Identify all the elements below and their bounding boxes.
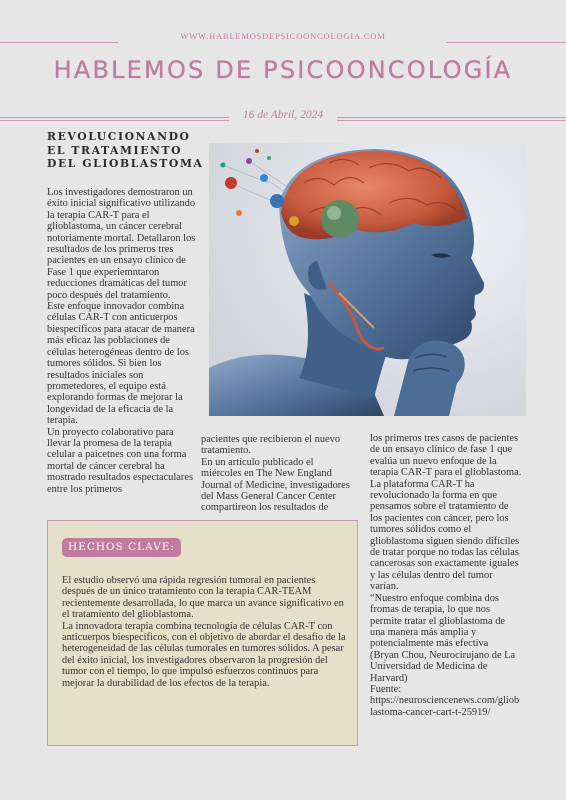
paragraph: Un proyecto colaborativo para llevar la promesa de la terapia celular a paicetnes con una forma mortal de cáncer cerebral ha mostrado resultados espectaculares entre los primeros — [47, 426, 193, 495]
source-label: Fuente: — [370, 683, 402, 695]
article-headline: REVOLUCIONANDO EL TRATAMIENTO DEL GLIOBLASTOMA — [47, 130, 204, 170]
key-fact-item: La innovadora terapia combina tecnología de células CAR-T con anticuerpos biespecíficos, con el objetivo de abordar el desafío de la heterogeneidad de las células tumorales en tumores sólidos. A pesar del éxito inicial, los investigadores observaron la progresión del tumor con el tiempo, lo que impulsó esfuerzos continuos para mejorar la durabilidad de los efectos de la terapia. — [62, 620, 346, 689]
header-rule-right — [446, 42, 566, 43]
paragraph: La plataforma CAR-T ha revolucionado la forma en que pensamos sobre el tratamiento de los pacientes con cáncer, pero los tumores sólidos como el glioblastoma siguen siendo difíciles de tratar porque no todas las células cancerosas son exactamente iguales y las células dentro del tumor varían. — [370, 478, 520, 593]
key-facts-box — [47, 520, 358, 746]
paragraph: Este enfoque innovador combina células CAR-T con anticuerpos biespecíficos para atacar de manera más eficaz las poblaciones de células heterogéneas dentro de los tumores sólidos. Si bien los resultados iniciales son prometedores, el equipo está explorando formas de mejorar la longevidad de la eficacia de la terapia. — [47, 301, 195, 427]
date-rule-right-2 — [337, 120, 566, 121]
hero-illustration — [209, 143, 526, 416]
paragraph: En un artículo publicado el miércoles en The New England Journal of Medicine, investigadores del Mass General Cancer Center compartireon los resultados de — [201, 456, 350, 514]
paragraph: Los investigadores demostraron un éxito inicial significativo utilizando la terapia CAR-T para el glioblastoma, un cáncer cerebral notoriamente mortal. Detallaron los resultados de los primeros tres pacientes en un ensayo clínico de Fase 1 que experiemntaron reducciones dramáticas del tumor poco después del tratamiento. — [47, 187, 196, 301]
key-facts-body — [62, 575, 347, 689]
paragraph: los primeros tres casos de pacientes de un ensayo clínico de fase 1 que evalúa un nuevo enfoque de la terapia CAR-T para el glioblastoma. — [370, 433, 522, 479]
header-rule-left — [0, 42, 118, 43]
article-column-3 — [370, 433, 522, 718]
article-column-2 — [201, 434, 353, 514]
paragraph: pacientes que recibieron el nuevo tratamiento. — [201, 434, 341, 457]
masthead-title: HABLEMOS DE PSICOONCOLOGÍA — [53, 56, 513, 84]
quote-attribution: (Bryan Chou, Neurocirujano de La Universidad de Medicina de Harvard) — [370, 649, 516, 684]
key-fact-item: El estudio observó una rápida regresión tumoral en pacientes después de un único tratamiento con la terapia CAR-TEAM recientemente desarrollada, lo que marca un avance significativo en el tratamiento del glioblastoma. — [62, 575, 344, 621]
date-rule-right — [337, 117, 566, 118]
site-url: WWW.HABLEMOSDEPSICOONCOLOGIA.COM — [180, 31, 386, 41]
source-link[interactable]: https://neurosciencenews.com/glioblastoma-cancer-cart-t-25919/ — [370, 695, 520, 718]
brain-illustration — [209, 143, 526, 416]
key-facts-title: HECHOS CLAVE: — [62, 538, 181, 557]
quote: “Nuestro enfoque combina dos fromas de terapia, lo que nos permite tratar el glioblastoma de una manera más amplia y potencialmente más efectiva — [370, 592, 506, 650]
article-column-1 — [47, 187, 197, 495]
issue-date: 16 de Abril, 2024 — [242, 109, 324, 121]
